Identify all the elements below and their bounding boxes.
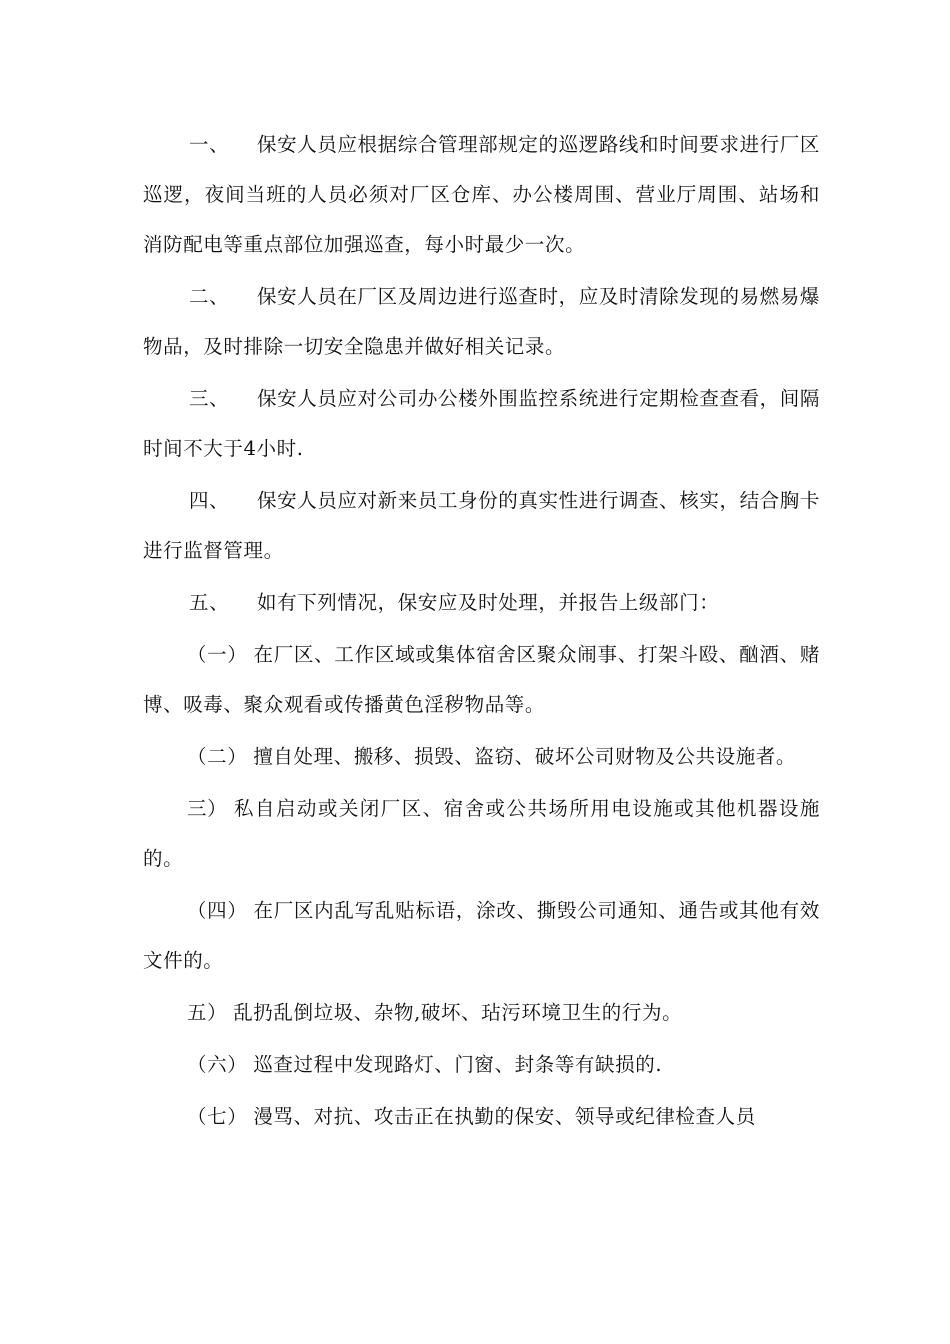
clause-number: 一、 <box>189 133 230 156</box>
sub-clause-1 <box>143 630 820 730</box>
clause-text: 如有下列情况，保安应及时处理，并报告上级部门： <box>257 591 720 614</box>
clause-4 <box>143 476 820 576</box>
sub-clause-5 <box>143 988 820 1038</box>
clause-number: 二、 <box>189 285 230 308</box>
sub-clause-number: （二） <box>187 745 248 768</box>
sub-clause-text: 在厂区内乱写乱贴标语，涂改、撕毁公司通知、通告或其他有效文件的。 <box>143 899 820 972</box>
clause-number: 三、 <box>189 387 230 410</box>
clause-3 <box>143 374 820 474</box>
clause-number: 四、 <box>189 489 230 512</box>
sub-clause-text: 漫骂、对抗、攻击正在执勤的保安、领导或纪律检查人员 <box>253 1105 756 1128</box>
sub-clause-number: （四） <box>187 899 248 922</box>
clause-1 <box>143 120 820 270</box>
sub-clause-2 <box>143 732 820 782</box>
sub-clause-number: （七） <box>187 1105 248 1128</box>
sub-clause-number: 三） <box>187 797 228 820</box>
clause-text: 保安人员应根据综合管理部规定的巡逻路线和时间要求进行厂区巡逻，夜间当班的人员必须对厂区仓库、办公楼周围、营业厅周围、站场和消防配电等重点部位加强巡查，每小时最少一次。 <box>143 133 820 256</box>
sub-clause-number: （六） <box>187 1053 248 1076</box>
clause-text: 保安人员应对新来员工身份的真实性进行调查、核实，结合胸卡进行监督管理。 <box>143 489 820 562</box>
sub-clause-text: 擅自处理、搬移、损毁、盗窃、破坏公司财物及公共设施者。 <box>253 745 797 768</box>
sub-clause-number: （一） <box>187 643 248 666</box>
sub-clause-3 <box>143 784 820 884</box>
sub-clause-number: 五） <box>187 1001 228 1024</box>
sub-clause-text: 乱扔乱倒垃圾、杂物,破坏、玷污环境卫生的行为。 <box>233 1001 683 1024</box>
sub-clause-7 <box>143 1092 820 1142</box>
clause-number: 五、 <box>189 591 230 614</box>
sub-clause-6 <box>143 1040 820 1090</box>
sub-clause-4 <box>143 886 820 986</box>
sub-clause-text: 私自启动或关闭厂区、宿舍或公共场所用电设施或其他机器设施的。 <box>143 797 820 870</box>
clause-text: 保安人员在厂区及周边进行巡查时，应及时清除发现的易燃易爆物品，及时排除一切安全隐患并做好相关记录。 <box>143 285 820 358</box>
clause-5 <box>143 578 820 628</box>
sub-clause-text: 巡查过程中发现路灯、门窗、封条等有缺损的. <box>253 1053 663 1076</box>
document-body <box>143 120 820 1144</box>
clause-text: 保安人员应对公司办公楼外围监控系统进行定期检查查看，间隔时间不大于4小时. <box>143 387 820 460</box>
clause-2 <box>143 272 820 372</box>
sub-clause-text: 在厂区、工作区域或集体宿舍区聚众闹事、打架斗殴、酗酒、赌博、吸毒、聚众观看或传播黄色淫秽物品等。 <box>143 643 820 716</box>
